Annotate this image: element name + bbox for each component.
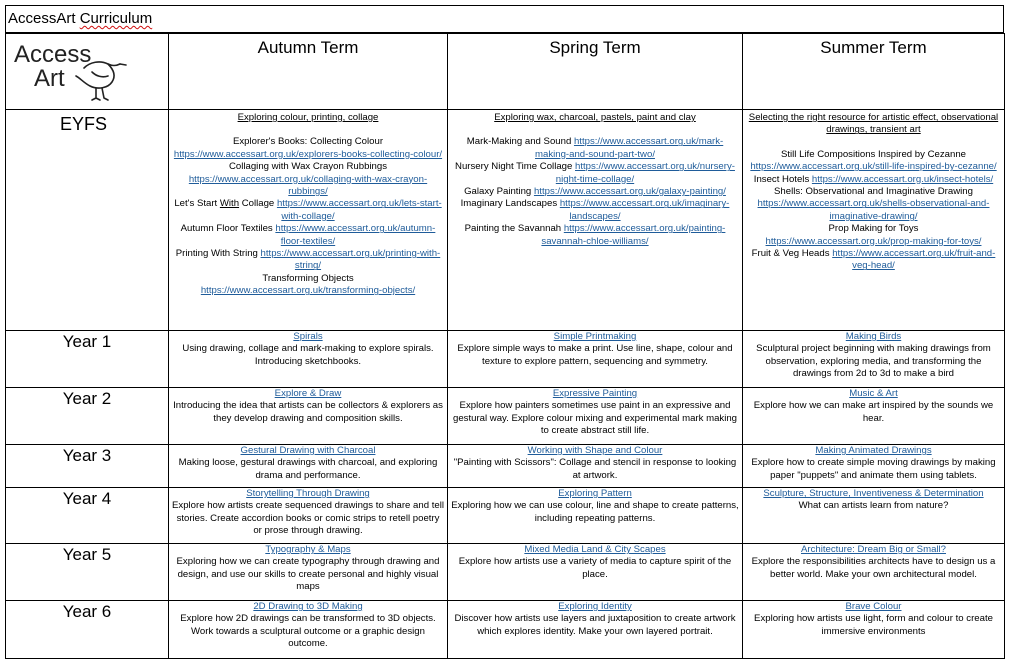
eyfs-label-text: EYFS [60,114,108,134]
unit-link[interactable]: Typography & Maps [265,544,351,555]
unit-link[interactable]: Making Birds [845,331,902,342]
unit-description: Using drawing, collage and mark-making to explore spirals. Introducing sketchbooks. [182,343,434,367]
accessart-logo [12,36,132,108]
year-row [6,388,1005,445]
eyfs-spring-link[interactable]: https://www.accessart.org.uk/mark-making-and-sound-part-two/ [535,136,724,160]
unit-link[interactable]: Explore & Draw [274,388,342,399]
eyfs-summer-link[interactable]: https://www.accessart.org.uk/insect-hotels/ [811,173,994,185]
unit-link[interactable]: Exploring Identity [558,601,632,612]
curriculum-table [5,33,1005,659]
eyfs-spring-cell [448,110,743,331]
unit-description: "Painting with Scissors": Collage and stencil in response to looking at artwork. [453,457,737,481]
year4-spring-cell [448,488,743,544]
year5-summer-cell [743,544,1005,601]
spring-term-header: Spring Term [448,34,743,110]
eyfs-summer-link[interactable]: https://www.accessart.org.uk/prop-making-for-toys/ [765,235,982,247]
year5-spring-cell [448,544,743,601]
eyfs-summer-link[interactable]: https://www.accessart.org.uk/fruit-and-veg-head/ [832,248,996,272]
year5-autumn-cell [169,544,448,601]
unit-link[interactable]: Brave Colour [845,601,902,612]
unit-description: Exploring how artists use light, form and colour to create immersive environments [754,613,993,637]
unit-description: Explore how to create simple moving drawings by making paper "puppets" and animate them using tablets. [751,457,996,481]
unit-link[interactable]: Exploring Pattern [558,488,632,499]
unit-description: Explore how painters sometimes use paint in an expressive and gestural way. Explore colour mixing and experimental mark making to create abstract still life. [452,400,738,437]
logo-text-art: Art [34,65,65,92]
eyfs-spring-heading: Exploring wax, charcoal, pastels, paint and clay [494,112,696,123]
unit-description: Sculptural project beginning with making drawings from observation, exploring media, and transforming the drawings from 2d to 3d to make a bird [756,343,991,380]
unit-description: Explore how we can make art inspired by the sounds we hear. [753,400,994,424]
eyfs-autumn-item: Transforming Objects https://www.accessart.org.uk/transforming-objects/ [200,272,416,297]
year3-summer-cell [743,445,1005,488]
unit-description: Explore the responsibilities architects have to design us a better world. Make your own architectural model. [751,556,996,580]
autumn-term-header: Autumn Term [169,34,448,110]
title-text-main: AccessArt [8,10,80,27]
unit-link[interactable]: Architecture: Dream Big or Small? [800,544,947,555]
eyfs-summer-item: Prop Making for Toys https://www.accessart.org.uk/prop-making-for-toys/ [765,223,982,247]
unit-link[interactable]: Music & Art [849,388,898,399]
unit-description: Explore how 2D drawings can be transformed to 3D objects. Work towards a sculptural outcome or a graphic design outcome. [180,613,436,650]
summer-term-header: Summer Term [743,34,1005,110]
year-row [6,331,1005,388]
eyfs-row [6,110,1005,331]
unit-description: Explore simple ways to make a print. Use line, shape, colour and texture to explore pattern, sequencing and symmetry. [457,343,733,367]
eyfs-summer-item: Shells: Observational and Imaginative Drawing https://www.accessart.org.uk/shells-observational-and-imaginative-drawing/ [757,186,990,222]
year-label: Year 6 [6,601,169,659]
eyfs-summer-link[interactable]: https://www.accessart.org.uk/still-life-inspired-by-cezanne/ [750,161,997,173]
eyfs-autumn-link[interactable]: https://www.accessart.org.uk/explorers-books-collecting-colour/ [173,148,443,160]
unit-description: Making loose, gestural drawings with charcoal, and exploring drama and performance. [178,457,438,481]
year-row [6,488,1005,544]
year1-spring-cell [448,331,743,388]
eyfs-autumn-item: Printing With String https://www.accessart.org.uk/printing-with-string/ [175,248,441,272]
unit-description: Discover how artists use layers and juxtaposition to create artwork which explores identity. Make your own layered portrait. [454,613,736,637]
year1-summer-cell [743,331,1005,388]
eyfs-spring-item: Painting the Savannah https://www.accessart.org.uk/painting-savannah-chloe-williams/ [464,223,726,247]
eyfs-spring-link[interactable]: https://www.accessart.org.uk/painting-savannah-chloe-williams/ [541,223,726,247]
eyfs-autumn-item: Collaging with Wax Crayon Rubbings https://www.accessart.org.uk/collaging-with-wax-crayon-rubbings/ [188,161,428,198]
year-label: Year 5 [6,544,169,601]
year-label: Year 4 [6,488,169,544]
year4-summer-cell [743,488,1005,544]
year2-summer-cell [743,388,1005,445]
eyfs-spring-link[interactable]: https://www.accessart.org.uk/imaginary-landscapes/ [559,198,730,222]
unit-link[interactable]: Expressive Painting [552,388,638,399]
eyfs-spring-link[interactable]: https://www.accessart.org.uk/nursery-night-time-collage/ [555,161,735,185]
header-row [6,34,1005,110]
unit-link[interactable]: Simple Printmaking [553,331,637,342]
eyfs-summer-cell [743,110,1005,331]
eyfs-autumn-link[interactable]: https://www.accessart.org.uk/transforming-objects/ [200,285,416,297]
eyfs-autumn-item: Explorer's Books: Collecting Colour https://www.accessart.org.uk/explorers-books-collecting-colour/ [173,136,443,160]
logo-cell [6,34,169,110]
unit-link[interactable]: Working with Shape and Colour [527,445,663,456]
eyfs-autumn-link[interactable]: https://www.accessart.org.uk/autumn-floor-textiles/ [275,223,436,247]
eyfs-summer-heading: Selecting the right resource for artistic effect, observational drawings, transient art [748,112,999,136]
year3-spring-cell [448,445,743,488]
unit-description: What can artists learn from nature? [798,500,949,512]
year4-autumn-cell [169,488,448,544]
eyfs-autumn-item: Let's Start With Collage https://www.accessart.org.uk/lets-start-with-collage/ [174,198,442,222]
unit-description: Explore how artists create sequenced drawings to share and tell stories. Create accordion books or comic strips to retell poetry or prose through drawing. [172,500,444,537]
unit-link[interactable]: Gestural Drawing with Charcoal [240,445,376,456]
eyfs-summer-item: Fruit & Veg Heads https://www.accessart.org.uk/fruit-and-veg-head/ [751,248,996,272]
eyfs-spring-item: Mark-Making and Sound https://www.accessart.org.uk/mark-making-and-sound-part-two/ [466,136,724,160]
eyfs-spring-item: Imaginary Landscapes https://www.accessart.org.uk/imaginary-landscapes/ [460,198,730,222]
year6-summer-cell [743,601,1005,659]
unit-link[interactable]: Spirals [293,331,323,342]
year6-autumn-cell [169,601,448,659]
eyfs-autumn-item: Autumn Floor Textiles https://www.accessart.org.uk/autumn-floor-textiles/ [180,223,436,247]
eyfs-summer-link[interactable]: https://www.accessart.org.uk/shells-observational-and-imaginative-drawing/ [757,198,990,222]
eyfs-summer-item: Still Life Compositions Inspired by Cezanne https://www.accessart.org.uk/still-life-inspired-by-cezanne/ [750,148,997,173]
unit-link[interactable]: Storytelling Through Drawing [246,488,370,499]
eyfs-autumn-heading: Exploring colour, printing, collage [237,112,379,123]
year2-autumn-cell [169,388,448,445]
unit-description: Exploring how we can create typography through drawing and design, and use our skills to create personal and highly visual maps [176,556,440,593]
eyfs-autumn-cell [169,110,448,331]
year-label: Year 1 [6,331,169,388]
eyfs-autumn-link[interactable]: https://www.accessart.org.uk/lets-start-with-collage/ [276,198,442,222]
eyfs-summer-item: Insect Hotels https://www.accessart.org.uk/insect-hotels/ [753,173,994,185]
eyfs-spring-item: Galaxy Painting https://www.accessart.org.uk/galaxy-painting/ [464,186,726,198]
unit-link[interactable]: Mixed Media Land & City Scapes [524,544,666,555]
unit-description: Explore how artists use a variety of media to capture spirit of the place. [458,556,732,580]
unit-link[interactable]: 2D Drawing to 3D Making [253,601,363,612]
year3-autumn-cell [169,445,448,488]
eyfs-spring-link[interactable]: https://www.accessart.org.uk/galaxy-painting/ [533,186,726,198]
unit-description: Introducing the idea that artists can be collectors & explorers as they develop drawing and composition skills. [173,400,443,424]
year-label: Year 3 [6,445,169,488]
unit-link[interactable]: Making Animated Drawings [815,445,932,456]
year6-spring-cell [448,601,743,659]
eyfs-label [6,110,169,331]
year1-autumn-cell [169,331,448,388]
eyfs-autumn-link[interactable]: https://www.accessart.org.uk/collaging-with-wax-crayon-rubbings/ [188,173,428,198]
eyfs-spring-item: Nursery Night Time Collage https://www.accessart.org.uk/nursery-night-time-collage/ [455,161,735,185]
document-title [5,5,1004,33]
eyfs-autumn-link[interactable]: https://www.accessart.org.uk/printing-with-string/ [260,248,441,272]
title-text-curriculum: Curriculum [79,10,153,27]
year-label: Year 2 [6,388,169,445]
year-row [6,544,1005,601]
year2-spring-cell [448,388,743,445]
unit-description: Exploring how we can use colour, line and shape to create patterns, including repeating patterns. [451,500,739,524]
unit-link[interactable]: Sculpture, Structure, Inventiveness & Determination [763,488,984,499]
bird-icon [76,62,126,100]
year-row [6,445,1005,488]
logo-text-access: Access [14,41,92,68]
year-row [6,601,1005,659]
